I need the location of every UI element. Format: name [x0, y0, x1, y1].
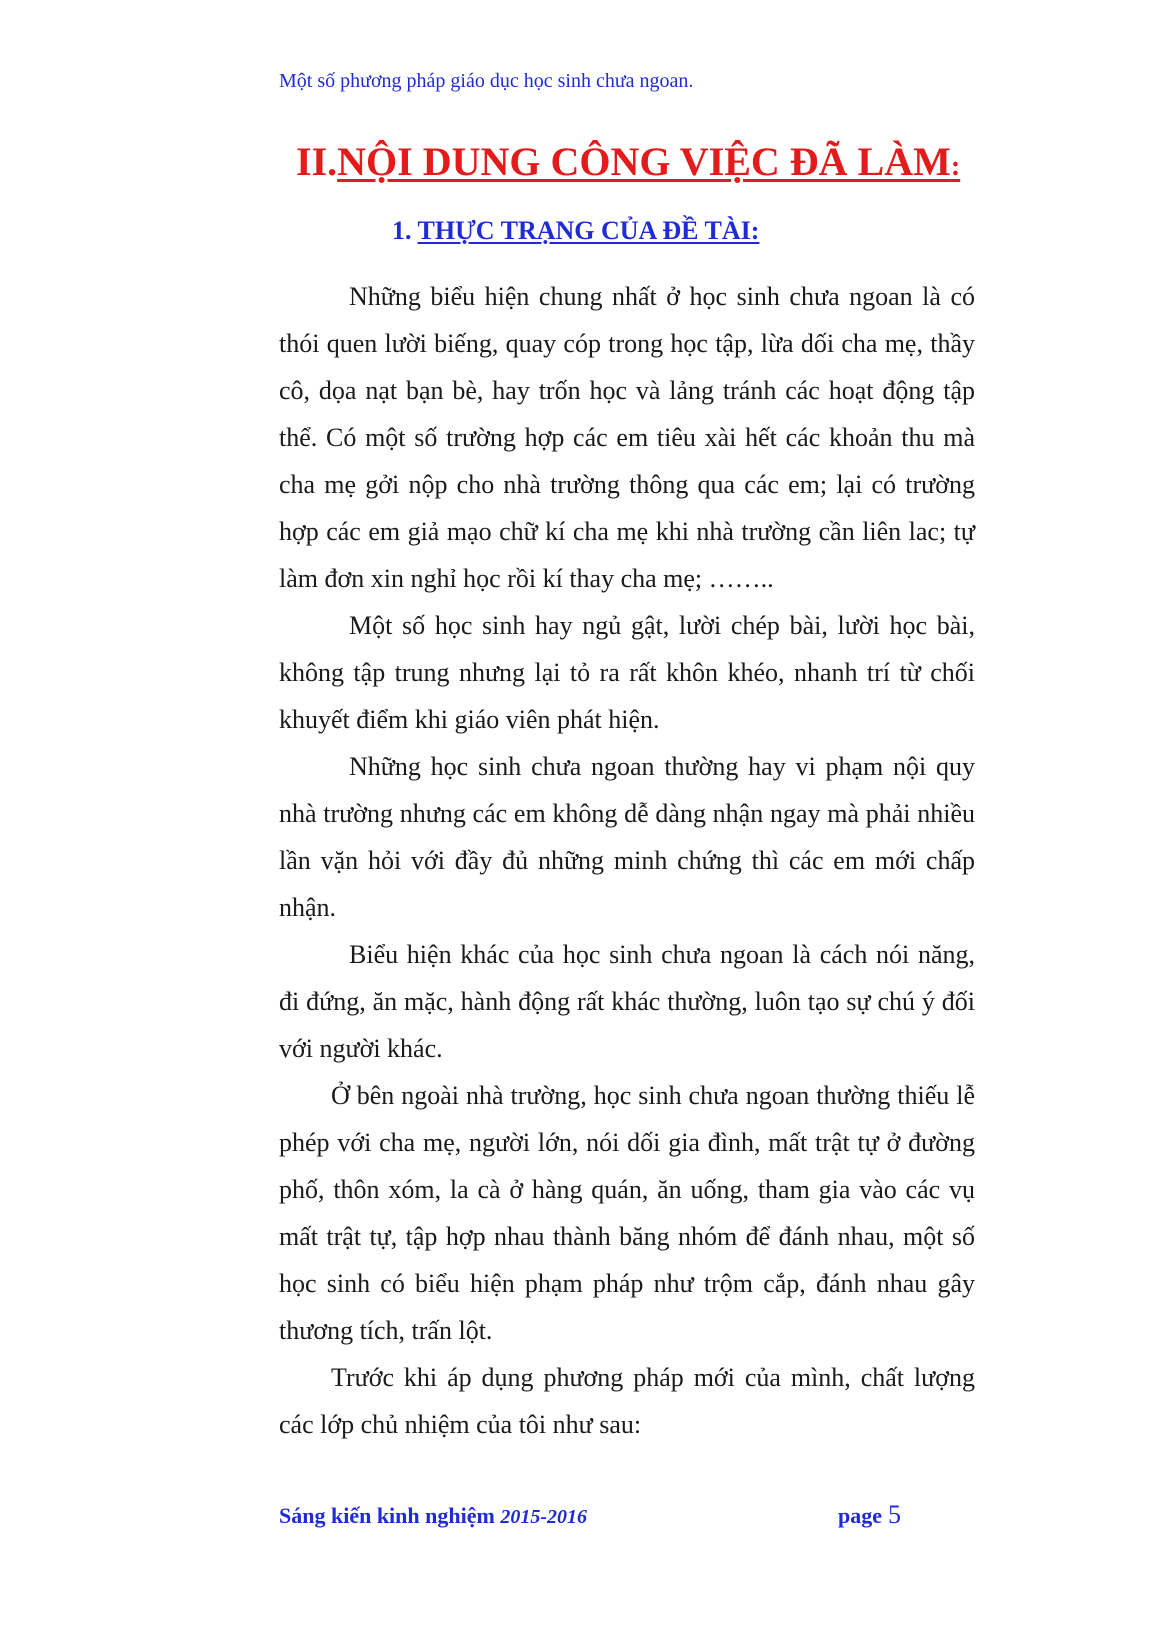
section-number: II.: [296, 139, 338, 184]
footer-year: 2015-2016: [500, 1506, 587, 1528]
paragraph: Một số học sinh hay ngủ gật, lười chép bài, lười học bài, không tập trung nhưng lại tỏ ra rất khôn khéo, nhanh trí từ chối khuyết điểm khi giáo viên phát hiện.: [279, 611, 975, 734]
running-header: Một số phương pháp giáo dục học sinh chưa ngoan.: [279, 70, 694, 92]
page-indicator: [838, 1500, 901, 1530]
section-heading: NỘI DUNG CÔNG VIỆC ĐÃ LÀM: [337, 139, 951, 184]
section-colon: :: [950, 151, 961, 182]
paragraph: Ở bên ngoài nhà trường, học sinh chưa ngoan thường thiếu lễ phép với cha mẹ, người lớn, nói dối gia đình, mất trật tự ở đường phố, thôn xóm, la cà ở hàng quán, ăn uống, tham gia vào các vụ mất trật tự, tập hợp nhau thành băng nhóm để đánh nhau, một số học sinh có biểu hiện phạm pháp như trộm cắp, đánh nhau gây thương tích, trấn lột.: [279, 1081, 975, 1345]
page-number: 5: [888, 1500, 901, 1529]
paragraph: Những học sinh chưa ngoan thường hay vi phạm nội quy nhà trường nhưng các em không dễ dàng nhận ngay mà phải nhiều lần vặn hỏi với đầy đủ những minh chứng thì các em mới chấp nhận.: [279, 752, 975, 922]
body-text: [279, 273, 975, 1448]
subsection-heading: THỰC TRẠNG CỦA ĐỀ TÀI:: [417, 216, 760, 245]
paragraph: Biểu hiện khác của học sinh chưa ngoan là cách nói năng, đi đứng, ăn mặc, hành động rất khác thường, luôn tạo sự chú ý đối với người khác.: [279, 940, 975, 1063]
section-title: [296, 138, 960, 185]
page-label: page: [838, 1503, 882, 1528]
footer-title: [279, 1503, 587, 1529]
paragraph: Những biểu hiện chung nhất ở học sinh chưa ngoan là có thói quen lười biếng, quay cóp trong học tập, lừa dối cha mẹ, thầy cô, dọa nạt bạn bè, hay trốn học và lảng tránh các hoạt động tập thể. Có một số trường hợp các em tiêu xài hết các khoản thu mà cha mẹ gởi nộp cho nhà trường thông qua các em; lại có trường hợp các em giả mạo chữ kí cha mẹ khi nhà trường cần liên lac; tự làm đơn xin nghỉ học rồi kí thay cha mẹ; ……..: [279, 282, 975, 593]
footer-label: Sáng kiến kinh nghiệm: [279, 1503, 501, 1528]
subsection-title: [392, 216, 759, 246]
subsection-number: 1.: [392, 216, 418, 245]
paragraph: Trước khi áp dụng phương pháp mới của mình, chất lượng các lớp chủ nhiệm của tôi như sau:: [279, 1363, 975, 1439]
